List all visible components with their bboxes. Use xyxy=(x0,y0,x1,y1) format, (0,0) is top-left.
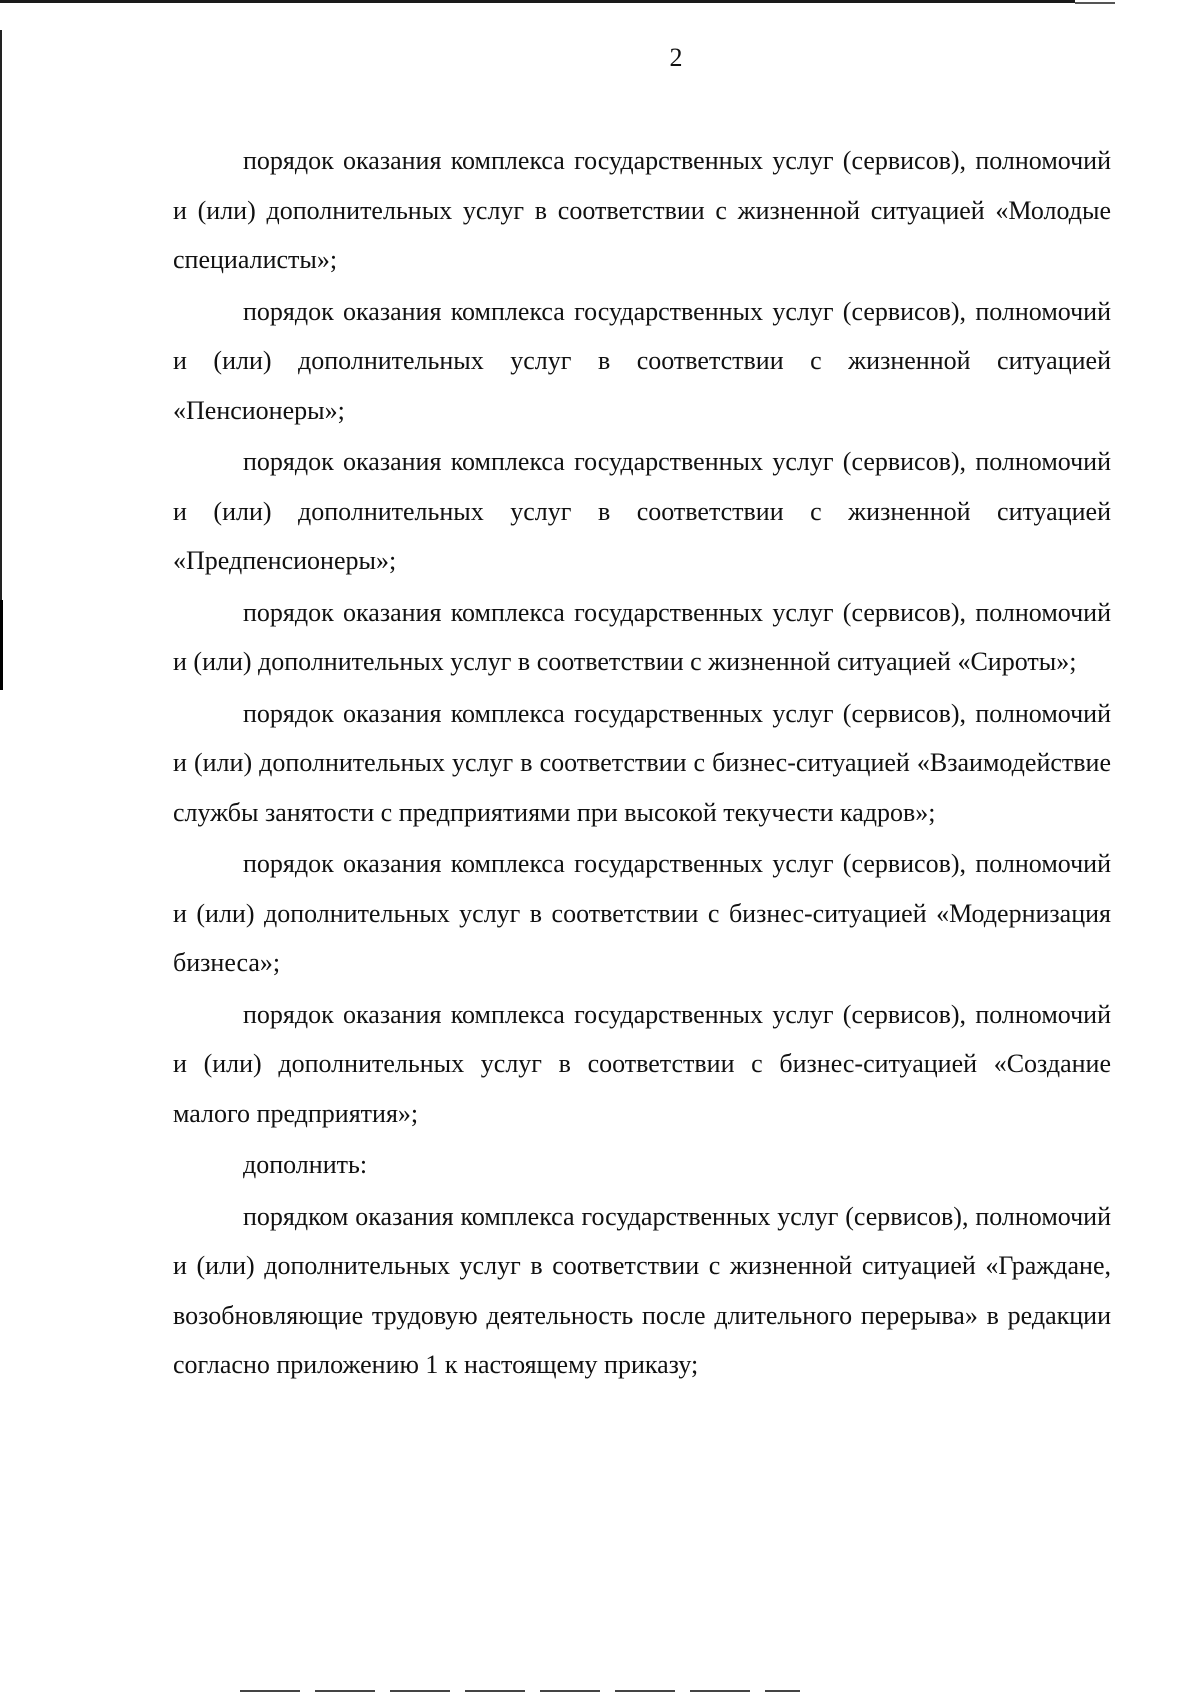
paragraph-employment-service-interaction: порядок оказания комплекса государственных услуг (сервисов), полномочий и (или) дополнительных услуг в соответствии с бизнес-ситуацией «Взаимодействие службы занятости с предприятиями при высокой текучести кадров»; xyxy=(173,698,1111,827)
scan-border-left-mark xyxy=(0,600,3,690)
paragraph-supplement-heading: дополнить: xyxy=(243,1150,368,1179)
page-number: 2 xyxy=(669,43,683,72)
paragraph-business-modernization: порядок оказания комплекса государственных услуг (сервисов), полномочий и (или) дополнительных услуг в соответствии с бизнес-ситуацией «Модернизация бизнеса»; xyxy=(173,849,1111,977)
paragraph-returning-to-work: порядком оказания комплекса государственных услуг (сервисов), полномочий и (или) дополнительных услуг в соответствии с жизненной ситуацией «Граждане, возобновляющие трудовую деятельность после длительного перерыва» в редакции согласно приложению 1 к настоящему приказу; xyxy=(173,1201,1111,1379)
paragraph-small-enterprise: порядок оказания комплекса государственных услуг (сервисов), полномочий и (или) дополнительных услуг в соответствии с бизнес-ситуацией «Создание малого предприятия»; xyxy=(173,999,1111,1128)
paragraph-pre-pensioners: порядок оказания комплекса государственных услуг (сервисов), полномочий и (или) дополнительных услуг в соответствии с жизненной ситуацией «Предпенсионеры»; xyxy=(173,447,1111,575)
paragraph-pensioners: порядок оказания комплекса государственных услуг (сервисов), полномочий и (или) дополнительных услуг в соответствии с жизненной ситуацией «Пенсионеры»; xyxy=(173,296,1111,425)
scan-border-bottom xyxy=(240,1690,800,1692)
scan-border-top xyxy=(0,0,1075,3)
paragraph-young-specialists: порядок оказания комплекса государственных услуг (сервисов), полномочий и (или) дополнительных услуг в соответствии с жизненной ситуацией «Молодые специалисты»; xyxy=(173,146,1111,274)
scan-border-top-tail xyxy=(1075,2,1115,4)
paragraph-orphans: порядок оказания комплекса государственных услуг (сервисов), полномочий и (или) дополнительных услуг в соответствии с жизненной ситуацией «Сироты»; xyxy=(173,597,1111,676)
document-body xyxy=(173,136,1111,1390)
scan-border-left xyxy=(0,30,2,690)
